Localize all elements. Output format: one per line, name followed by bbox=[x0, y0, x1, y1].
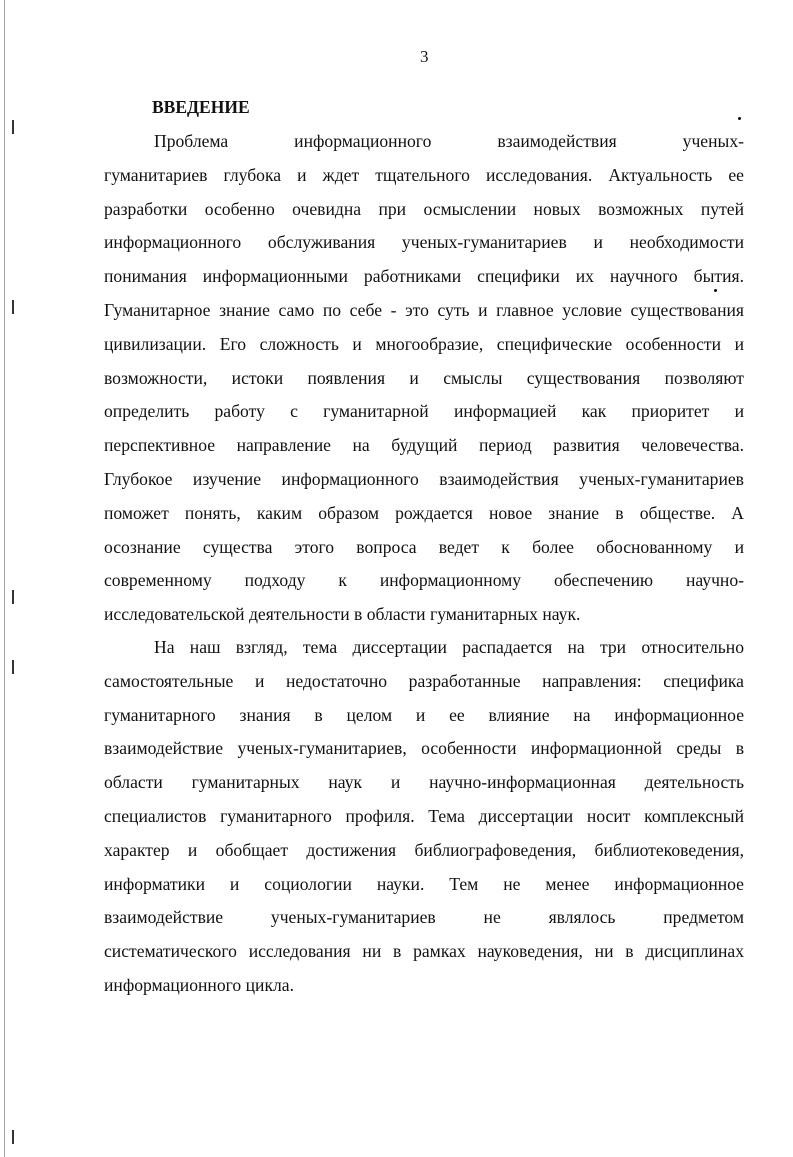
paragraph-line: специалистов гуманитарного профиля. Тема диссертации носит комплексный bbox=[104, 805, 744, 826]
paragraph-line: систематического исследования ни в рамках науковедения, ни в дисциплинах bbox=[104, 941, 744, 962]
paragraph-line: Гуманитарное знание само по себе - это суть и главное условие существования bbox=[104, 299, 744, 320]
paragraph-line: современному подходу к информационному обеспечению научно- bbox=[104, 570, 744, 591]
paragraph-line: возможности, истоки появления и смыслы существования позволяют bbox=[104, 367, 744, 388]
paragraph-line: характер и обобщает достижения библиографоведения, библиотековедения, bbox=[104, 839, 744, 860]
scan-edge-mark bbox=[12, 590, 14, 604]
scan-edge-mark bbox=[12, 1130, 14, 1144]
paragraph-2 bbox=[104, 631, 744, 1003]
paragraph-line: информационного обслуживания ученых-гуманитариев и необходимости bbox=[104, 232, 744, 253]
scan-edge-mark bbox=[12, 120, 14, 134]
paragraph-line: взаимодействие ученых-гуманитариев, особенности информационной среды в bbox=[104, 738, 744, 759]
paragraph-line: Глубокое изучение информационного взаимодействия ученых-гуманитариев bbox=[104, 468, 744, 489]
scan-edge-mark bbox=[12, 300, 14, 314]
scan-edge-line bbox=[4, 0, 5, 1157]
paragraph-1 bbox=[104, 125, 744, 632]
paragraph-line: разработки особенно очевидна при осмыслении новых возможных путей bbox=[104, 198, 744, 219]
paragraph-line: самостоятельные и недостаточно разработанные направления: специфика bbox=[104, 670, 744, 691]
paragraph-line: области гуманитарных наук и научно-информационная деятельность bbox=[104, 772, 744, 793]
paragraph-line: гуманитарного знания в целом и ее влияние на информационное bbox=[104, 704, 744, 725]
paragraph-line: Проблема информационного взаимодействия ученых- bbox=[154, 131, 744, 151]
paragraph-line: исследовательской деятельности в области гуманитарных наук. bbox=[104, 604, 581, 625]
paragraph-line: гуманитариев глубока и ждет тщательного исследования. Актуальность ее bbox=[104, 164, 744, 185]
paragraph-line: цивилизации. Его сложность и многообразие, специфические особенности и bbox=[104, 333, 744, 354]
scan-speck bbox=[738, 117, 741, 120]
scan-edge-mark bbox=[12, 660, 14, 674]
paragraph-line: определить работу с гуманитарной информацией как приоритет и bbox=[104, 401, 744, 422]
paragraph-line: понимания информационными работниками специфики их научного бытия. bbox=[104, 266, 744, 287]
paragraph-line: взаимодействие ученых-гуманитариев не являлось предметом bbox=[104, 907, 744, 928]
page-number: 3 bbox=[420, 47, 429, 66]
paragraph-line: поможет понять, каким образом рождается новое знание в обществе. А bbox=[104, 502, 744, 523]
paragraph-line: информационного цикла. bbox=[104, 974, 294, 995]
section-heading: ВВЕДЕНИЕ bbox=[152, 97, 250, 117]
paragraph-line: осознание существа этого вопроса ведет к более обоснованному и bbox=[104, 536, 744, 557]
paragraph-line: информатики и социологии науки. Тем не менее информационное bbox=[104, 873, 744, 894]
paragraph-line: На наш взгляд, тема диссертации распадается на три относительно bbox=[154, 637, 744, 657]
paragraph-line: перспективное направление на будущий период развития человечества. bbox=[104, 435, 744, 456]
